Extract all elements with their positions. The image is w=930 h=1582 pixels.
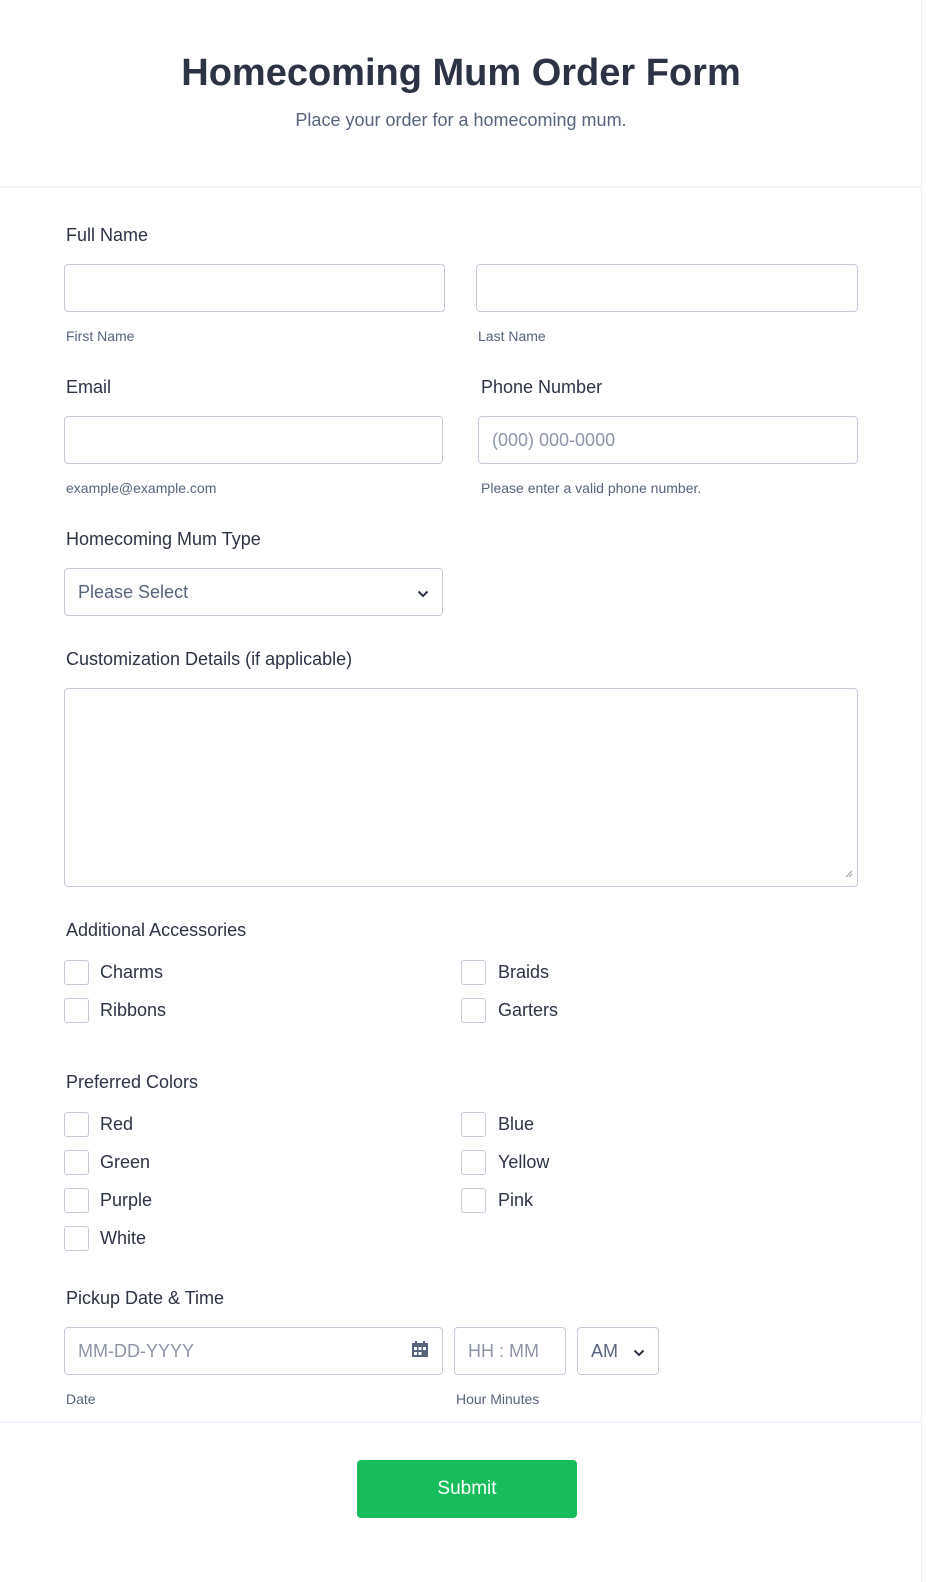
checkbox-pink[interactable] bbox=[461, 1188, 486, 1213]
chevron-down-icon bbox=[417, 582, 429, 603]
option-label: Yellow bbox=[498, 1152, 550, 1172]
first-name-sublabel: First Name bbox=[66, 328, 135, 344]
phone-sublabel: Please enter a valid phone number. bbox=[481, 480, 702, 496]
mum-type-select[interactable] bbox=[64, 568, 443, 616]
footer-divider bbox=[0, 1421, 922, 1423]
time-sublabel: Hour Minutes bbox=[456, 1391, 540, 1407]
ampm-selected: AM bbox=[591, 1340, 618, 1361]
email-sublabel: example@example.com bbox=[66, 480, 217, 496]
page-subtitle: Place your order for a homecoming mum. bbox=[295, 110, 627, 130]
mum-type-label: Homecoming Mum Type bbox=[66, 529, 261, 549]
email-input[interactable] bbox=[64, 416, 443, 464]
checkbox-garters[interactable] bbox=[461, 998, 486, 1023]
option-label: Red bbox=[100, 1114, 134, 1134]
checkbox-purple[interactable] bbox=[64, 1188, 89, 1213]
customization-label: Customization Details (if applicable) bbox=[66, 649, 353, 669]
chevron-down-icon bbox=[633, 1341, 645, 1362]
checkbox-yellow[interactable] bbox=[461, 1150, 486, 1175]
option-label: Green bbox=[100, 1152, 151, 1172]
email-label: Email bbox=[66, 377, 112, 397]
calendar-icon[interactable] bbox=[411, 1340, 429, 1363]
option-label: White bbox=[100, 1228, 147, 1248]
checkbox-red[interactable] bbox=[64, 1112, 89, 1137]
checkbox-blue[interactable] bbox=[461, 1112, 486, 1137]
time-placeholder: HH : MM bbox=[468, 1340, 539, 1361]
checkbox-white[interactable] bbox=[64, 1226, 89, 1251]
option-label: Garters bbox=[498, 1000, 559, 1020]
full-name-label: Full Name bbox=[66, 225, 149, 245]
resize-handle-icon[interactable] bbox=[844, 862, 853, 883]
option-label: Blue bbox=[498, 1114, 535, 1134]
checkbox-braids[interactable] bbox=[461, 960, 486, 985]
date-placeholder: MM-DD-YYYY bbox=[78, 1340, 194, 1361]
header-divider bbox=[0, 186, 922, 188]
checkbox-charms[interactable] bbox=[64, 960, 89, 985]
colors-label: Preferred Colors bbox=[66, 1072, 199, 1092]
last-name-input[interactable] bbox=[476, 264, 858, 312]
option-label: Pink bbox=[498, 1190, 534, 1210]
page-title: Homecoming Mum Order Form bbox=[181, 52, 741, 94]
date-input[interactable] bbox=[64, 1327, 443, 1375]
first-name-input[interactable] bbox=[64, 264, 445, 312]
phone-label: Phone Number bbox=[481, 377, 603, 397]
checkbox-ribbons[interactable] bbox=[64, 998, 89, 1023]
option-label: Charms bbox=[100, 962, 164, 982]
pickup-label: Pickup Date & Time bbox=[66, 1288, 225, 1308]
checkbox-green[interactable] bbox=[64, 1150, 89, 1175]
ampm-select[interactable] bbox=[577, 1327, 659, 1375]
submit-button[interactable]: Submit bbox=[357, 1460, 577, 1518]
phone-input[interactable] bbox=[478, 416, 858, 464]
customization-textarea[interactable] bbox=[64, 688, 858, 887]
accessories-label: Additional Accessories bbox=[66, 920, 247, 940]
last-name-sublabel: Last Name bbox=[478, 328, 546, 344]
mum-type-selected: Please Select bbox=[78, 581, 189, 602]
option-label: Purple bbox=[100, 1190, 153, 1210]
date-sublabel: Date bbox=[66, 1391, 96, 1407]
phone-placeholder: (000) 000-0000 bbox=[492, 429, 616, 450]
option-label: Ribbons bbox=[100, 1000, 167, 1020]
option-label: Braids bbox=[498, 962, 550, 982]
time-input[interactable] bbox=[454, 1327, 566, 1375]
form-edge bbox=[921, 0, 922, 1582]
